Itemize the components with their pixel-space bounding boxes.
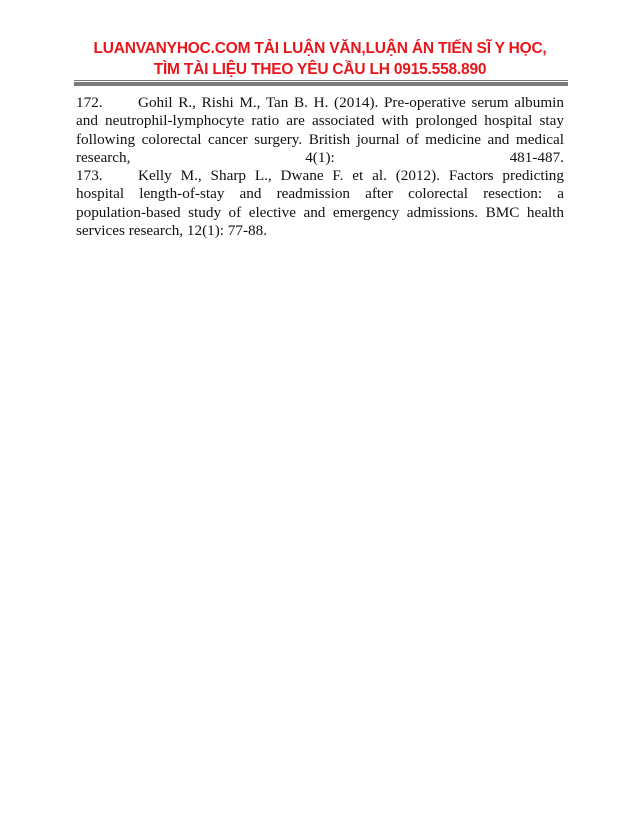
reference-line: population-based study of elective and emergency admissions. BMC health: [76, 203, 564, 221]
reference-line: hospital length-of-stay and readmission after colorectal resection: a: [76, 185, 564, 203]
header-rule-thick: [74, 82, 568, 86]
reference-line: following colorectal cancer surgery. British journal of medicine and medical: [76, 130, 564, 148]
header-line-1: LUANVANYHOC.COM TẢI LUẬN VĂN,LUẬN ÁN TIẾN SĨ Y HỌC,: [93, 40, 547, 57]
reference-text: Kelly M., Sharp L., Dwane F. et al. (2012). Factors predicting: [138, 167, 564, 185]
reference-item-172: [76, 94, 564, 167]
reference-line: and neutrophil-lymphocyte ratio are associated with prolonged hospital stay: [76, 112, 564, 130]
reference-line: [76, 94, 564, 112]
reference-line: services research, 12(1): 77-88.: [76, 222, 268, 240]
reference-line: research, 4(1): 481-487.: [76, 148, 564, 166]
reference-item-173: [76, 167, 564, 240]
page-header: [60, 38, 580, 80]
header-rule-thin: [74, 80, 568, 81]
reference-text: Gohil R., Rishi M., Tan B. H. (2014). Pre-operative serum albumin: [138, 94, 564, 111]
header-line-2: TÌM TÀI LIỆU THEO YÊU CẦU LH 0915.558.890: [153, 61, 487, 78]
reference-number: 172.: [76, 94, 103, 111]
references-list: [76, 94, 564, 240]
reference-line: [76, 167, 564, 185]
reference-number: 173.: [76, 167, 103, 185]
